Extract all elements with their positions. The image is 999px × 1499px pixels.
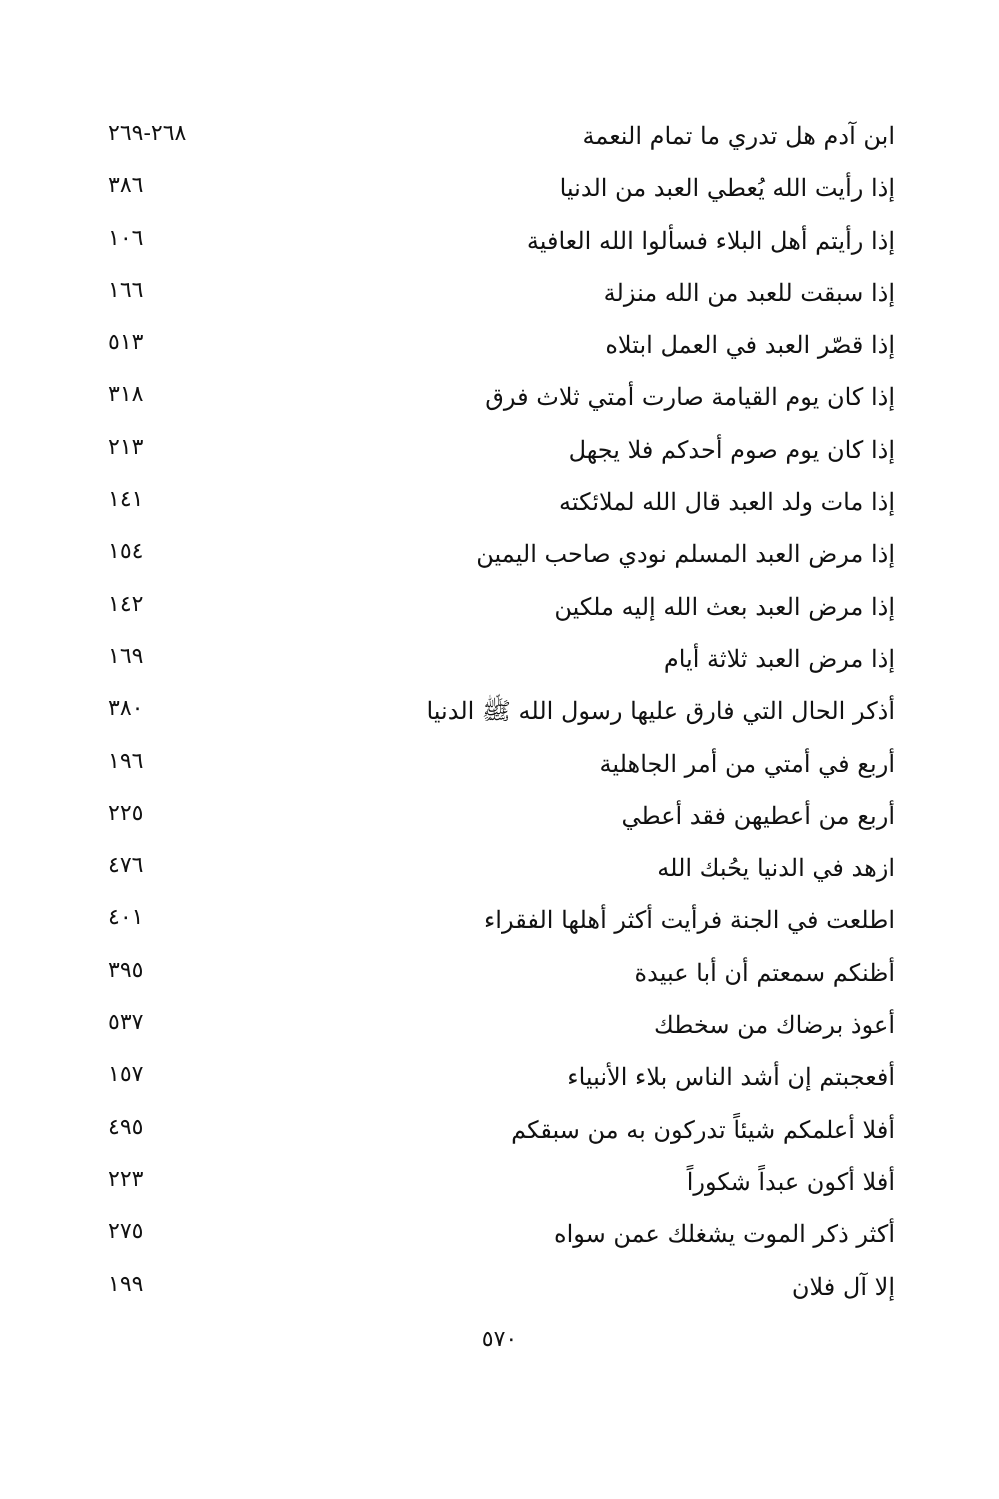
index-entry-page: ١٥٤ — [108, 539, 144, 565]
index-row — [100, 1053, 895, 1105]
index-entry-text: إذا رأيت الله يُعطي العبد من الدنيا — [559, 174, 895, 203]
index-row — [100, 1210, 895, 1262]
index-row — [100, 321, 895, 373]
index-row — [100, 373, 895, 425]
index-entry-text: اطلعت في الجنة فرأيت أكثر أهلها الفقراء — [484, 906, 895, 935]
index-entry-page: ١٦٩ — [108, 643, 144, 669]
index-entry-page: ٥١٣ — [108, 330, 144, 356]
index-row — [100, 164, 895, 216]
index-row — [100, 217, 895, 269]
index-entry-page: ٤٧٦ — [108, 853, 144, 879]
index-entry-page: ١٤٢ — [108, 591, 144, 617]
index-row — [100, 426, 895, 478]
hadith-index-list — [100, 112, 895, 1315]
page-number: ٥٧٠ — [481, 1327, 518, 1352]
index-row — [100, 583, 895, 635]
index-entry-text: أكثر ذكر الموت يشغلك عمن سواه — [554, 1220, 895, 1249]
index-entry-page: ٤٠١ — [108, 905, 144, 931]
index-row — [100, 1001, 895, 1053]
index-entry-page: ٢٧٥ — [108, 1219, 144, 1245]
index-entry-page: ٢١٣ — [108, 434, 144, 460]
index-entry-text: أفعجبتم إن أشد الناس بلاء الأنبياء — [567, 1063, 895, 1092]
index-row — [100, 1106, 895, 1158]
index-row — [100, 844, 895, 896]
index-entry-text: ابن آدم هل تدري ما تمام النعمة — [582, 122, 895, 150]
index-entry-page: ٢٢٣ — [108, 1166, 144, 1192]
index-entry-text: أعوذ برضاك من سخطك — [654, 1011, 895, 1040]
index-entry-page: ٣١٨ — [108, 382, 144, 408]
index-entry-page: ٢٢٥ — [108, 800, 144, 826]
index-row — [100, 269, 895, 321]
index-entry-text: أربع في أمتي من أمر الجاهلية — [599, 749, 895, 778]
index-entry-text: إذا كان يوم القيامة صارت أمتي ثلاث فرق — [485, 383, 895, 412]
index-entry-text: أذكر الحال التي فارق عليها رسول الله ﷺ الدنيا — [426, 697, 895, 726]
index-row — [100, 530, 895, 582]
index-row — [100, 1263, 895, 1315]
index-row — [100, 740, 895, 792]
index-row — [100, 635, 895, 687]
index-entry-page: ١٦٦ — [108, 277, 144, 303]
index-entry-text: إذا سبقت للعبد من الله منزلة — [603, 278, 895, 307]
index-row — [100, 792, 895, 844]
index-entry-page: ٢٦٨-٢٦٩ — [108, 121, 187, 146]
index-entry-page: ٣٨٠ — [108, 696, 144, 722]
index-entry-text: إلا آل فلان — [791, 1272, 895, 1301]
index-entry-text: أفلا أعلمكم شيئاً تدركون به من سبقكم — [511, 1115, 895, 1144]
index-entry-page: ٤٩٥ — [108, 1114, 144, 1140]
index-entry-page: ١٥٧ — [108, 1062, 144, 1088]
index-entry-text: إذا مرض العبد ثلاثة أيام — [663, 644, 895, 673]
index-row — [100, 687, 895, 739]
index-row — [100, 949, 895, 1001]
index-row — [100, 896, 895, 948]
index-entry-text: أفلا أكون عبداً شكوراً — [686, 1167, 895, 1196]
index-entry-text: أربع من أعطيهن فقد أعطي — [621, 801, 895, 830]
index-entry-page: ٣٨٦ — [108, 173, 144, 199]
index-entry-text: إذا قصّر العبد في العمل ابتلاه — [605, 331, 895, 360]
index-row — [100, 1158, 895, 1210]
index-entry-page: ٥٣٧ — [108, 1010, 144, 1036]
index-entry-page: ١٤١ — [108, 487, 144, 513]
index-entry-page: ٣٩٥ — [108, 957, 144, 983]
index-entry-text: إذا مات ولد العبد قال الله لملائكته — [558, 488, 895, 517]
index-entry-text: إذا كان يوم صوم أحدكم فلا يجهل — [568, 435, 895, 464]
index-row — [100, 478, 895, 530]
index-entry-page: ١٩٦ — [108, 748, 144, 774]
index-entry-text: ازهد في الدنيا يحُبك الله — [657, 854, 895, 883]
index-entry-text: إذا مرض العبد بعث الله إليه ملكين — [554, 592, 895, 621]
index-entry-text: إذا مرض العبد المسلم نودي صاحب اليمين — [476, 540, 895, 569]
index-row — [100, 112, 895, 164]
index-entry-page: ١٠٦ — [108, 225, 144, 251]
index-entry-text: أظنكم سمعتم أن أبا عبيدة — [634, 958, 895, 987]
index-entry-page: ١٩٩ — [108, 1271, 144, 1297]
index-entry-text: إذا رأيتم أهل البلاء فسألوا الله العافية — [526, 226, 895, 255]
